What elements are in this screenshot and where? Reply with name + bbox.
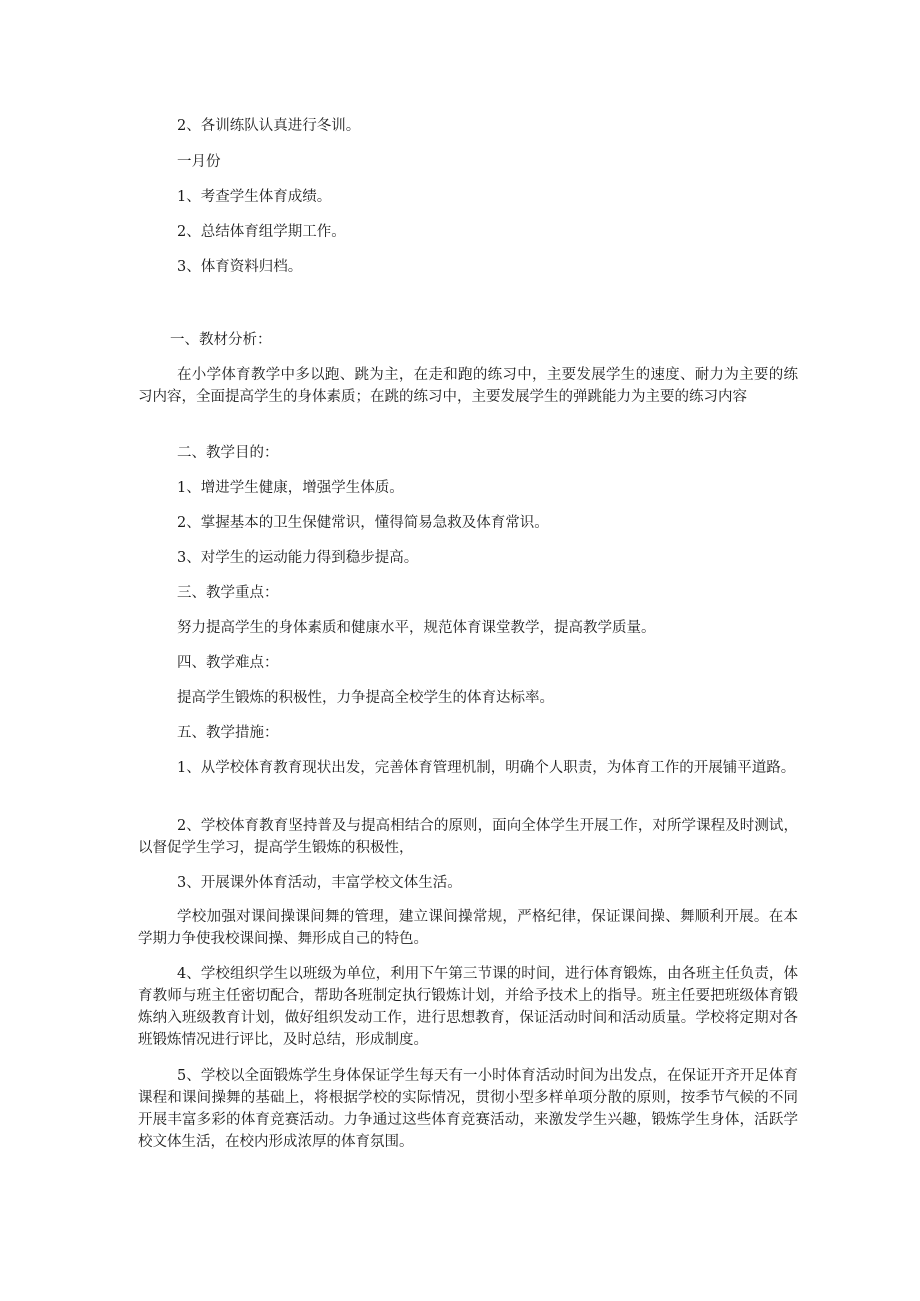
measure-item-1: 1、从学校体育教育现状出发，完善体育管理机制，明确个人职责，为体育工作的开展铺平道路。 xyxy=(177,760,796,776)
measure-item-4: 4、学校组织学生以班级为单位，利用下午第三节课的时间，进行体育锻炼，由各班主任负责，体育教师与班主任密切配合，帮助各班制定执行锻炼计划，并给予技术上的指导。班主任要把班级体育锻炼纳入班级教育计划，做好组织发动工作，进行思想教育，保证活动时间和活动质量。学校将定期对各班锻炼情况进行评比，及时总结，形成制度。 xyxy=(138,966,798,1048)
section-heading-objectives: 二、教学目的： xyxy=(177,445,279,461)
section-heading-measures: 五、教学措施： xyxy=(177,725,279,741)
january-item-3: 3、体育资料归档。 xyxy=(177,259,303,275)
objective-item-1: 1、增进学生健康，增强学生体质。 xyxy=(177,480,404,496)
objective-item-3: 3、对学生的运动能力得到稳步提高。 xyxy=(177,550,419,566)
measure-item-exercise-management: 学校加强对课间操课间舞的管理，建立课间操常规，严格纪律，保证课间操、舞顺利开展。在本学期力争使我校课间操、舞形成自己的特色。 xyxy=(138,909,798,947)
section-body-difficulties: 提高学生锻炼的积极性，力争提高全校学生的体育达标率。 xyxy=(177,690,554,706)
section-body-materials: 在小学体育教学中多以跑、跳为主，在走和跑的练习中，主要发展学生的速度、耐力为主要的练习内容，全面提高学生的身体素质；在跳的练习中，主要发展学生的弹跳能力为主要的练习内容 xyxy=(138,367,798,405)
objective-item-2: 2、掌握基本的卫生保健常识，懂得简易急救及体育常识。 xyxy=(177,515,549,531)
january-item-1: 1、考查学生体育成绩。 xyxy=(177,189,332,205)
january-item-2: 2、总结体育组学期工作。 xyxy=(177,224,346,240)
section-body-key-points: 努力提高学生的身体素质和健康水平，规范体育课堂教学，提高教学质量。 xyxy=(177,620,656,636)
measure-item-2: 2、学校体育教育坚持普及与提高相结合的原则，面向全体学生开展工作，对所学课程及时测试，以督促学生学习，提高学生锻炼的积极性， xyxy=(138,818,798,856)
month-heading-january: 一月份 xyxy=(177,154,221,170)
section-heading-difficulties: 四、教学难点： xyxy=(177,655,279,671)
measure-item-5: 5、学校以全面锻炼学生身体保证学生每天有一小时体育活动时间为出发点，在保证开齐开足体育课程和课间操舞的基础上，将根据学校的实际情况，贯彻小型多样单项分散的原则，按季节气候的不同开展丰富多彩的体育竞赛活动。力争通过这些体育竞赛活动，来激发学生兴趣，锻炼学生身体，活跃学校文体生活，在校内形成浓厚的体育氛围。 xyxy=(138,1068,798,1150)
measure-item-3: 3、开展课外体育活动，丰富学校文体生活。 xyxy=(177,875,462,891)
section-heading-key-points: 三、教学重点： xyxy=(177,585,279,601)
section-heading-materials: 一、教材分析： xyxy=(170,332,272,348)
winter-training-item: 2、各训练队认真进行冬训。 xyxy=(177,118,361,134)
